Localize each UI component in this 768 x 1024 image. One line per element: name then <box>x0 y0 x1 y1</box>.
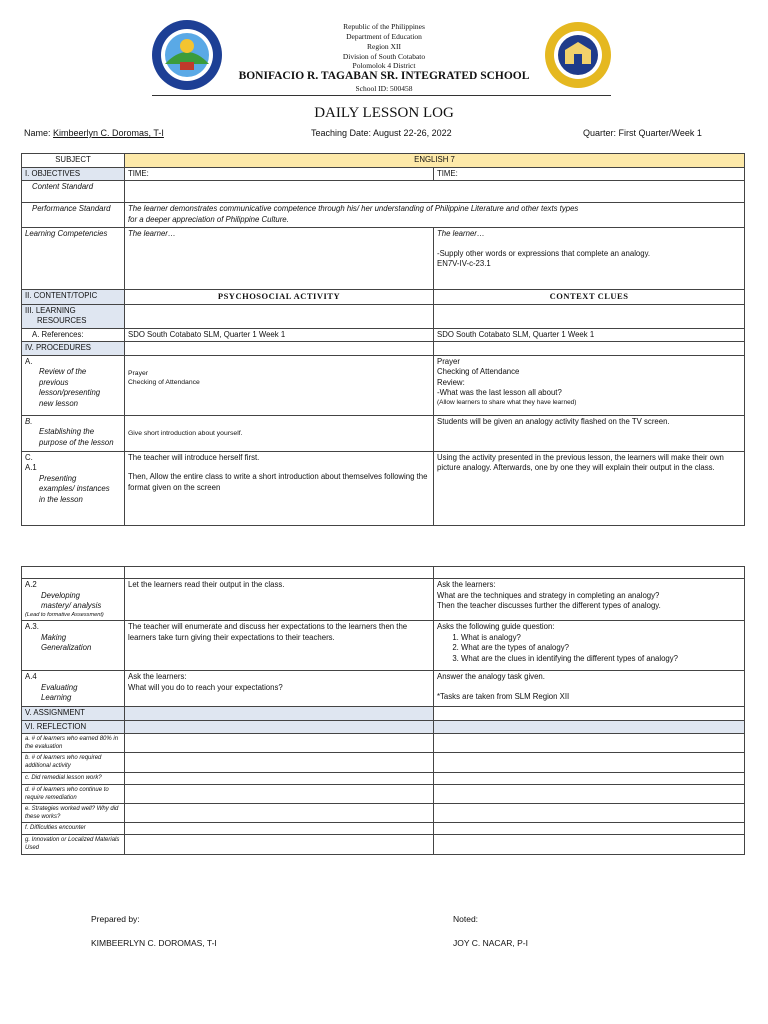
performance-standard-value <box>125 203 745 228</box>
reflection-c-right <box>434 772 745 784</box>
perf-line-1: The learner demonstrates communicative competence through his/ her understanding of Philippine Literature and other texts types <box>128 204 579 214</box>
evaluating-left-2: What will you do to reach your expectations? <box>128 682 283 692</box>
content-standard-value <box>125 181 745 203</box>
blank-cell-3 <box>434 567 745 579</box>
reflection-item-b: b. # of learners who required additional activity <box>22 753 125 772</box>
mastery-right-1: Ask the learners: <box>437 580 496 589</box>
mastery-left: Let the learners read their output in the class. <box>125 579 434 621</box>
evaluating-left-1: Ask the learners: <box>128 672 187 682</box>
examples-sub: A.1 <box>25 463 37 473</box>
reflection-e-left <box>125 803 434 822</box>
review-right-1: Prayer <box>437 356 460 366</box>
guide-question: 2. What are the types of analogy? <box>461 643 741 654</box>
review-right-4: -What was the last lesson all about? <box>437 388 562 398</box>
reflection-right <box>434 720 745 734</box>
mastery-note: (Lead to formative Assessment) <box>25 611 104 618</box>
reflection-a-right <box>434 734 745 753</box>
review-left-1: Prayer <box>128 369 149 377</box>
learning-resources-label <box>22 304 125 328</box>
mastery-right-2: What are the techniques and strategy in completing an analogy? <box>437 590 660 600</box>
content-standard-label: Content Standard <box>22 181 125 203</box>
lc-right-2: -Supply other words or expressions that complete an analogy. <box>437 248 651 258</box>
mastery-letter: A.2 <box>25 580 37 589</box>
review-right <box>434 355 745 415</box>
review-right-2: Checking of Attendance <box>437 367 520 377</box>
guide-questions-list <box>437 633 741 665</box>
evaluating-text: Evaluating Learning <box>41 682 78 703</box>
reflection-left <box>125 720 434 734</box>
evaluating-right <box>434 671 745 707</box>
reflection-item-c: c. Did remedial lesson work? <box>22 772 125 784</box>
review-letter: A. <box>25 356 33 366</box>
division-text: Division of South Cotabato <box>342 52 426 61</box>
topic-right: CONTEXT CLUES <box>434 290 745 304</box>
references-label: A. References: <box>22 328 125 342</box>
guide-question: 1. What is analogy? <box>461 633 741 644</box>
reflection-item-a: a. # of learners who earned 80% in the evaluation <box>22 734 125 753</box>
examples-right: Using the activity presented in the previous lesson, the learners will make their own picture analogy. Afterwards, one by one they will explain their output in the class. <box>434 451 745 525</box>
reflection-label: VI. REFLECTION <box>22 720 125 734</box>
examples-letter: C. <box>25 452 33 462</box>
review-left-2: Checking of Attendance <box>128 378 200 386</box>
resources-right <box>434 304 745 328</box>
reflection-g-left <box>125 834 434 854</box>
performance-standard-label: Performance Standard <box>22 203 125 228</box>
evaluating-letter: A.4 <box>25 672 37 682</box>
learning-resources-line-1: III. LEARNING <box>25 305 76 315</box>
lc-right-1: The learner… <box>437 229 485 239</box>
reflection-a-left <box>125 734 434 753</box>
lesson-table-1 <box>21 153 745 526</box>
school-name: BONIFACIO R. TAGABAN SR. INTEGRATED SCHOOL <box>238 70 530 82</box>
time-field-2: TIME: <box>434 167 745 181</box>
generalization-right <box>434 621 745 671</box>
lesson-table-2 <box>21 566 745 855</box>
generalization-label <box>22 621 125 671</box>
examples-text: Presenting examples/ instances in the lesson <box>39 473 110 504</box>
purpose-left: Give short introduction about yourself. <box>125 415 434 451</box>
procedures-label: IV. PROCEDURES <box>22 342 125 356</box>
evaluating-right-1: Answer the analogy task given. <box>437 672 545 682</box>
reflection-b-right <box>434 753 745 772</box>
school-id: School ID: 500458 <box>355 84 413 93</box>
learning-competencies-label: Learning Competencies <box>22 228 125 290</box>
review-right-3: Review: <box>437 377 465 387</box>
lc-right-3: EN7V-IV-c-23.1 <box>437 259 491 269</box>
reflection-f-right <box>434 822 745 834</box>
assignment-left <box>125 707 434 721</box>
assignment-label: V. ASSIGNMENT <box>22 707 125 721</box>
reflection-c-left <box>125 772 434 784</box>
purpose-text: Establishing the purpose of the lesson <box>39 427 114 447</box>
evaluating-right-2: *Tasks are taken from SLM Region XII <box>437 691 570 701</box>
prepared-by-label: Prepared by: <box>91 914 140 924</box>
lc-right <box>434 228 745 290</box>
perf-line-2: for a deeper appreciation of Philippine Culture. <box>128 214 289 224</box>
mastery-right <box>434 579 745 621</box>
reflection-item-d: d. # of learners who continue to require remediation <box>22 784 125 803</box>
prepared-by-name: KIMBEERLYN C. DOROMAS, T-I <box>91 938 217 948</box>
references-left: SDO South Cotabato SLM, Quarter 1 Week 1 <box>125 328 434 342</box>
generalization-letter: A.3. <box>25 622 39 632</box>
purpose-label <box>22 415 125 451</box>
examples-left <box>125 451 434 525</box>
department-text: Department of Education <box>346 32 422 41</box>
purpose-right: Students will be given an analogy activity flashed on the TV screen. <box>434 415 745 451</box>
resources-left <box>125 304 434 328</box>
review-label <box>22 355 125 415</box>
page-title: DAILY LESSON LOG <box>314 105 454 121</box>
blank-cell-1 <box>22 567 125 579</box>
guide-question: 3. What are the clues in identifying the different types of analogy? <box>461 654 741 665</box>
assignment-right <box>434 707 745 721</box>
generalization-left: The teacher will enumerate and discuss her expectations to the learners then the learners take turn giving their expectations to their teachers. <box>125 621 434 671</box>
examples-label <box>22 451 125 525</box>
generalization-text: Making Generalization <box>41 632 92 653</box>
review-text: Review of the previous lesson/presenting new lesson <box>39 367 101 408</box>
examples-left-1: The teacher will introduce herself first. <box>128 452 260 462</box>
procedures-right <box>434 342 745 356</box>
teaching-date: Teaching Date: August 22-26, 2022 <box>311 128 452 138</box>
time-field-1: TIME: <box>125 167 434 181</box>
name-label: Name: <box>24 128 51 138</box>
references-right: SDO South Cotabato SLM, Quarter 1 Week 1 <box>434 328 745 342</box>
objectives-label: I. OBJECTIVES <box>22 167 125 181</box>
lc-left: The learner… <box>125 228 434 290</box>
examples-left-2: Then, Allow the entire class to write a short introduction about themselves following the format given on the screen <box>128 472 428 492</box>
reflection-e-right <box>434 803 745 822</box>
content-topic-label: II. CONTENT/TOPIC <box>22 290 125 304</box>
reflection-d-left <box>125 784 434 803</box>
reflection-item-e: e. Strategies worked well? Why did these works? <box>22 803 125 822</box>
reflection-item-f: f. Difficulties encounter <box>22 822 125 834</box>
noted-label: Noted: <box>453 914 479 924</box>
header-divider <box>152 95 611 96</box>
mastery-right-3: Then the teacher discusses further the different types of analogy. <box>437 601 661 611</box>
subject-value: ENGLISH 7 <box>125 154 745 168</box>
learning-resources-line-2: RESOURCES <box>37 316 87 326</box>
reflection-f-left <box>125 822 434 834</box>
evaluating-left <box>125 671 434 707</box>
reflection-d-right <box>434 784 745 803</box>
reflection-b-left <box>125 753 434 772</box>
review-right-5: (Allow learners to share what they have learned) <box>437 398 577 406</box>
name-value: Kimbeerlyn C. Doromas, T-I <box>53 128 164 138</box>
reflection-g-right <box>434 834 745 854</box>
region-text: Region XII <box>367 42 401 51</box>
generalization-right-intro: Asks the following guide question: <box>437 622 555 632</box>
topic-left: PSYCHOSOCIAL ACTIVITY <box>125 290 434 304</box>
procedures-left <box>125 342 434 356</box>
republic-text: Republic of the Philippines <box>343 22 425 31</box>
quarter-info: Quarter: First Quarter/Week 1 <box>583 128 702 138</box>
noted-name: JOY C. NACAR, P-I <box>453 938 528 948</box>
blank-cell-2 <box>125 567 434 579</box>
review-left <box>125 355 434 415</box>
evaluating-label <box>22 671 125 707</box>
mastery-text: Developing mastery/ analysis <box>41 590 102 611</box>
purpose-letter: B. <box>25 416 33 426</box>
teacher-name <box>24 128 164 138</box>
reflection-item-g: g. Innovation or Localized Materials Used <box>22 834 125 854</box>
mastery-label <box>22 579 125 621</box>
subject-label: SUBJECT <box>22 154 125 168</box>
district-text: Polomolok 4 District <box>352 61 416 70</box>
